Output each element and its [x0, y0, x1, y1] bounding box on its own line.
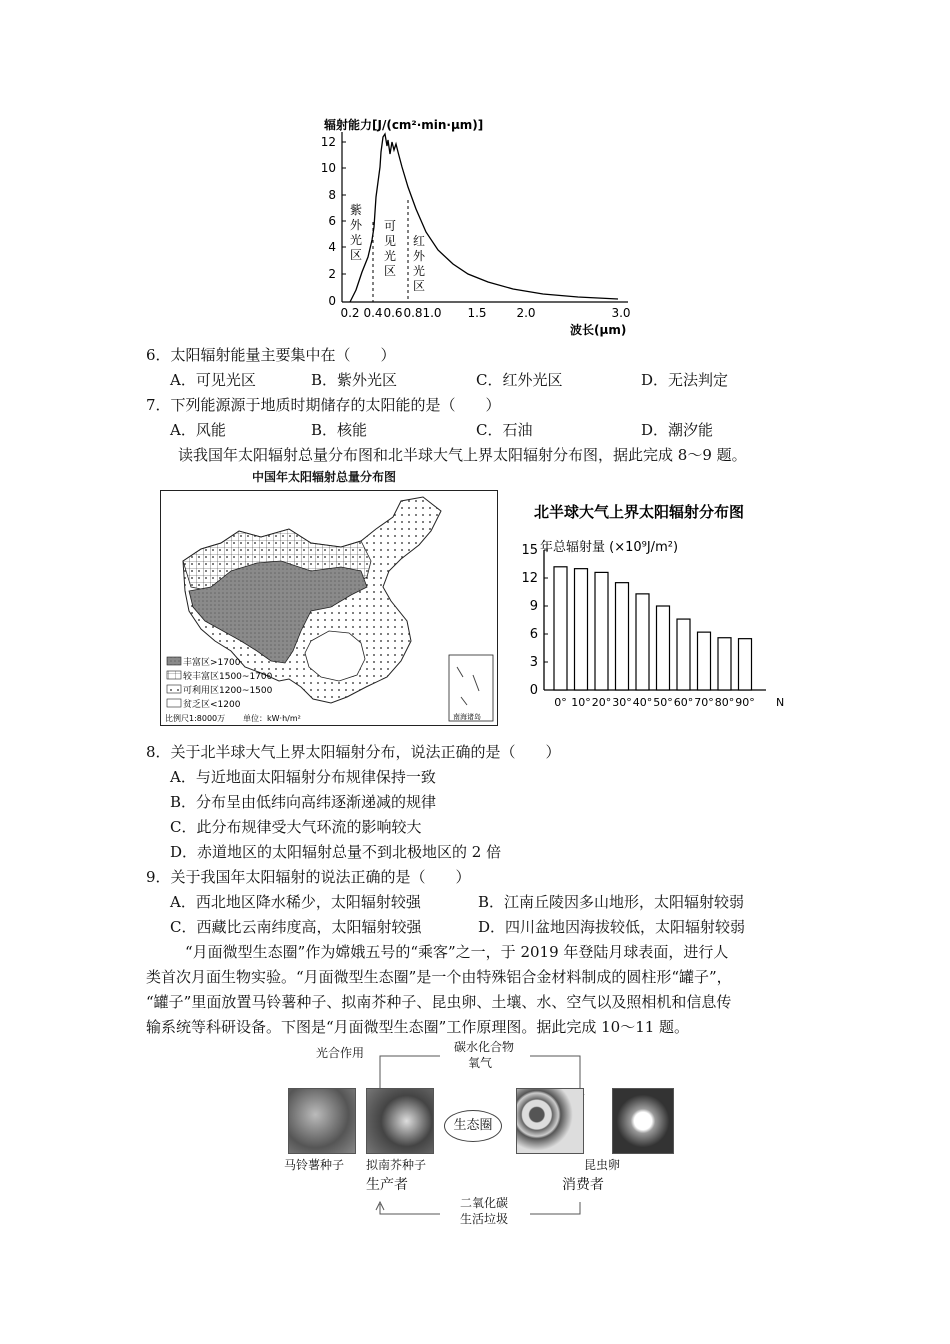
bar-xtick-label: 90° — [735, 696, 755, 709]
svg-text:紫: 紫 — [349, 203, 363, 217]
bar-5 — [657, 606, 670, 690]
q9-stem: 9．关于我国年太阳辐射的说法正确的是（ ） — [146, 868, 471, 886]
spectrum-xtick: 0.4 — [363, 306, 383, 320]
intro-8-9: 读我国年太阳辐射总量分布图和北半球大气上界太阳辐射分布图，据此完成 8～9 题。 — [178, 446, 747, 464]
bar-2 — [595, 572, 608, 690]
q7-option-b[interactable]: B．核能 — [311, 421, 368, 439]
potato-seed-photo — [288, 1088, 356, 1154]
ecosystem-diagram — [280, 1042, 680, 1232]
q9-option-c[interactable]: C．西藏比云南纬度高，太阳辐射较强 — [170, 918, 422, 936]
q6-option-a[interactable]: A．可见光区 — [170, 371, 256, 389]
bar-6 — [677, 619, 690, 690]
svg-text:外: 外 — [412, 249, 426, 263]
bar-ytick-label: 15 — [521, 543, 538, 558]
q7-option-c[interactable]: C．石油 — [476, 421, 533, 439]
south-sea-inset — [449, 655, 493, 721]
spectrum-ytick: 0 — [328, 294, 336, 308]
ecosystem-center: 生态圈 — [444, 1110, 502, 1142]
bar-xtick-label: 20° — [591, 696, 612, 709]
q9-option-a[interactable]: A．西北地区降水稀少，太阳辐射较强 — [170, 893, 421, 911]
passage-line-3: “罐子”里面放置马铃薯种子、拟南芥种子、昆虫卵、土壤、水、空气以及照相机和信息传 — [146, 993, 732, 1011]
svg-text:区: 区 — [383, 264, 397, 278]
spectrum-xtick: 2.0 — [516, 306, 536, 320]
spectrum-xtick: 0.8 — [403, 306, 423, 320]
bar-xtick-label: 10° — [571, 696, 591, 709]
bar-xtick-label: 60° — [673, 696, 694, 709]
bar-1 — [575, 569, 588, 690]
china-map-svg — [161, 491, 497, 725]
q8-option-b[interactable]: B．分布呈由低纬向高纬逐渐递减的规律 — [170, 793, 437, 811]
insect-egg-label: 昆虫卵 — [584, 1158, 621, 1172]
bar-3 — [616, 583, 629, 690]
q7-option-d[interactable]: D．潮汐能 — [641, 421, 714, 439]
spectrum-xtick: 0.2 — [340, 306, 360, 320]
q9-option-d[interactable]: D．四川盆地因海拔较低，太阳辐射较弱 — [478, 918, 746, 936]
spectrum-chart — [318, 112, 648, 340]
spectrum-ylabel: 辐射能力[J/(cm²·min·μm)] — [324, 118, 484, 132]
q8-option-d[interactable]: D．赤道地区的太阳辐射总量不到北极地区的 2 倍 — [170, 843, 502, 861]
passage-line-4: 输系统等科研设备。下图是“月面微型生态圈”工作原理图。据此完成 10～11 题。 — [146, 1018, 690, 1036]
spectrum-xlabel: 波长(μm) — [570, 323, 627, 337]
potato-seed-label: 马铃薯种子 — [284, 1158, 345, 1172]
spectrum-chart-svg — [318, 112, 648, 340]
insect-egg-photo — [516, 1088, 584, 1154]
q6-option-c[interactable]: C．红外光区 — [476, 371, 563, 389]
map-unit: 单位：kW·h/m² — [243, 714, 301, 723]
bar-8 — [718, 638, 731, 690]
bar-ytick-label: 9 — [529, 599, 538, 614]
bar-xtick-label: 30° — [612, 696, 632, 709]
photosynthesis-label: 光合作用 — [316, 1046, 365, 1060]
ir-region-label — [413, 234, 426, 293]
china-map — [160, 490, 498, 726]
svg-text:光: 光 — [349, 233, 363, 247]
svg-text:区: 区 — [349, 248, 363, 262]
q6-option-d[interactable]: D．无法判定 — [641, 371, 729, 389]
bar-9 — [739, 639, 752, 690]
carbohydrate-label: 碳水化合物 — [454, 1040, 515, 1054]
spectrum-xtick: 1.5 — [467, 306, 487, 320]
bar-xtick-label: 0° — [554, 696, 567, 709]
q7-option-a[interactable]: A．风能 — [170, 421, 226, 439]
bar-xtick-label: 80° — [714, 696, 735, 709]
radiation-bar-chart — [508, 495, 798, 715]
svg-text:见: 见 — [383, 234, 397, 248]
passage-line-1: “月面微型生态圈”作为嫦娥五号的“乘客”之一，于 2019 年登陆月球表面，进行人 — [185, 943, 729, 961]
svg-text:光: 光 — [412, 264, 426, 278]
spectrum-xtick: 3.0 — [611, 306, 631, 320]
spectrum-ytick: 4 — [328, 240, 336, 254]
radiation-bar-chart-svg — [508, 495, 798, 715]
china-map-title: 中国年太阳辐射总量分布图 — [252, 470, 397, 484]
spectrum-ytick: 2 — [328, 267, 336, 281]
spectrum-ytick: 8 — [328, 188, 336, 202]
arabidopsis-seed-photo — [366, 1088, 434, 1154]
svg-text:外: 外 — [349, 218, 363, 232]
q7-stem: 7．下列能源源于地质时期储存的太阳能的是（ ） — [146, 396, 501, 414]
q8-option-c[interactable]: C．此分布规律受大气环流的影响较大 — [170, 818, 422, 836]
svg-text:光: 光 — [383, 249, 397, 263]
bar-ytick-label: 6 — [529, 627, 538, 642]
arabidopsis-seed-label: 拟南芥种子 — [366, 1158, 427, 1172]
bar-xtick-label: 50° — [653, 696, 673, 709]
bar-chart-title: 北半球大气上界太阳辐射分布图 — [534, 503, 745, 521]
map-scale: 比例尺1:8000万 — [165, 714, 226, 723]
bar-7 — [698, 632, 711, 690]
uv-region-label — [350, 202, 363, 262]
waste-label: 生活垃圾 — [460, 1212, 509, 1226]
q6-stem: 6．太阳辐射能量主要集中在（ ） — [146, 346, 396, 364]
bar-x-suffix: N — [776, 696, 785, 709]
q9-option-b[interactable]: B．江南丘陵因多山地形，太阳辐射较弱 — [478, 893, 745, 911]
legend-usable: 可利用区1200~1500 — [183, 686, 273, 696]
bar-4 — [636, 594, 649, 690]
bar-ytick-label: 12 — [521, 571, 538, 586]
svg-text:可: 可 — [383, 219, 397, 233]
bar-chart-ylabel: 年总辐射量 (×10⁹J/m²) — [540, 540, 679, 555]
bottom-flow-arrow-right — [530, 1202, 580, 1214]
visible-region-label — [384, 219, 396, 278]
egg-closeup-photo — [612, 1088, 674, 1154]
bar-xtick-label: 40° — [632, 696, 653, 709]
bar-xtick-label: 70° — [694, 696, 714, 709]
legend-poor: 贫乏区<1200 — [183, 700, 241, 710]
spectrum-ytick: 12 — [320, 135, 336, 149]
bar-0 — [554, 567, 567, 690]
bottom-flow-arrow-left — [380, 1204, 440, 1214]
co2-label: 二氧化碳 — [460, 1196, 509, 1210]
legend-more-rich: 较丰富区1500~1700 — [183, 672, 273, 682]
q6-option-b[interactable]: B．紫外光区 — [311, 371, 398, 389]
q8-option-a[interactable]: A．与近地面太阳辐射分布规律保持一致 — [170, 768, 436, 786]
spectrum-xtick: 1.0 — [422, 306, 442, 320]
spectrum-ytick: 10 — [320, 161, 336, 175]
oxygen-label: 氧气 — [468, 1056, 493, 1070]
spectrum-ytick: 6 — [328, 214, 336, 228]
legend-rich: 丰富区>1700 — [183, 658, 241, 668]
spectrum-xtick: 0.6 — [383, 306, 403, 320]
svg-text:红: 红 — [412, 234, 426, 248]
passage-line-2: 类首次月面生物实验。“月面微型生态圈”是一个由特殊铝合金材料制成的圆柱形“罐子”， — [146, 968, 732, 986]
svg-text:区: 区 — [412, 279, 426, 293]
q8-stem: 8．关于北半球大气上界太阳辐射分布，说法正确的是（ ） — [146, 743, 561, 761]
consumer-label: 消费者 — [562, 1177, 604, 1193]
bar-ytick-label: 0 — [529, 683, 538, 698]
bar-ytick-label: 3 — [529, 655, 538, 670]
producer-label: 生产者 — [366, 1177, 408, 1193]
inset-label: 南海诸岛 — [453, 713, 481, 721]
